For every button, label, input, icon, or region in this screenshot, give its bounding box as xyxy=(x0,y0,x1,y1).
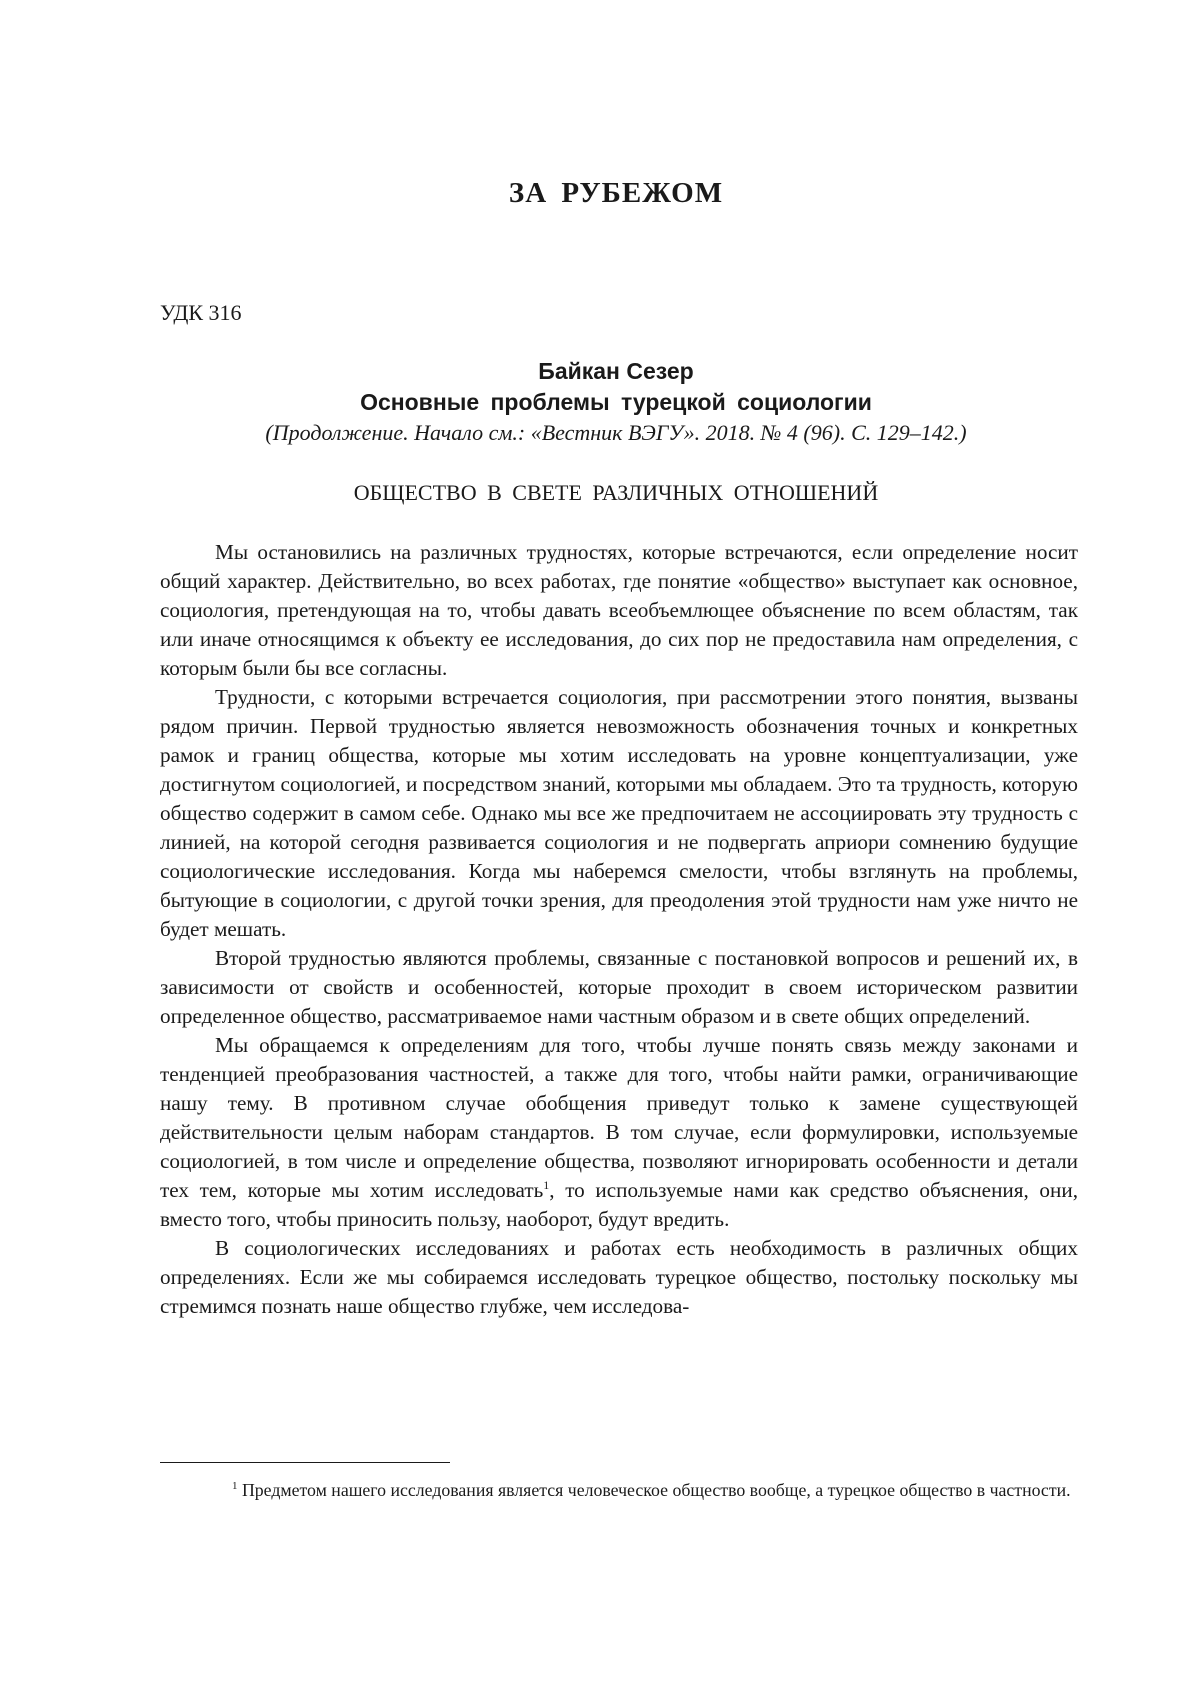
paragraph-4 xyxy=(160,1031,1078,1234)
footnote-text: Предметом нашего исследования является человеческое общество вообще, а турецкое общество в частности. xyxy=(237,1480,1071,1500)
udc-code: УДК 316 xyxy=(160,300,242,325)
footnote xyxy=(160,1479,1078,1502)
paragraph-4-text-b: , то используемые нами как средство объяснения, они, вместо того, чтобы приносить пользу, наоборот, будут вредить. xyxy=(160,1178,1078,1231)
section-title: ЗА РУБЕЖОМ xyxy=(508,177,724,209)
footnote-reference[interactable]: 1 xyxy=(543,1177,550,1192)
paragraph-3: Второй трудностью являются проблемы, связанные с постановкой вопросов и решений их, в зависимости от свойств и особенностей, которые проходит в своем историческом развитии определенное общество, рассматриваемое нами частным образом и в свете общих определений. xyxy=(160,946,1078,1028)
article-title: Основные проблемы турецкой социологии xyxy=(360,389,872,415)
article-author: Байкан Сезер xyxy=(538,358,694,384)
continuation-note: (Продолжение. Начало см.: «Вестник ВЭГУ». 2018. № 4 (96). С. 129–142.) xyxy=(265,420,967,445)
paragraph-5: В социологических исследованиях и работах есть необходимость в различных общих определениях. Если же мы собираемся исследовать турецкое общество, постольку поскольку мы стремимся познать наше общество глубже, чем исследова- xyxy=(160,1236,1078,1318)
paragraph-2: Трудности, с которыми встречается социология, при рассмотрении этого понятия, вызваны рядом причин. Первой трудностью является невозможность обозначения точных и конкретных рамок и границ общества, которые мы хотим исследовать на уровне концептуализации, уже достигнутом социологией, и посредством знаний, которыми мы обладаем. Это та трудность, которую общество содержит в самом себе. Однако мы все же предпочитаем не ассоциировать эту трудность с линией, на которой сегодня развивается социология и не подвергать априори сомнению будущие социологические исследования. Когда мы наберемся смелости, чтобы взглянуть на проблемы, бытующие в социологии, с другой точки зрения, для преодоления этой трудности нам уже ничто не будет мешать. xyxy=(160,685,1078,941)
footnote-marker: 1 xyxy=(232,1480,238,1493)
article-body xyxy=(160,538,1078,1321)
section-subheading: ОБЩЕСТВО В СВЕТЕ РАЗЛИЧНЫХ ОТНОШЕНИЙ xyxy=(353,480,879,505)
paragraph-1: Мы остановились на различных трудностях, которые встречаются, если определение носит общий характер. Действительно, во всех работах, где понятие «общество» выступает как основное, социология, претендующая на то, чтобы давать всеобъемлющее объяснение по всем областям, так или иначе относящимся к объекту ее исследования, до сих пор не предоставила нам определения, с которым были бы все согласны. xyxy=(160,540,1078,680)
footnote-divider xyxy=(160,1462,450,1463)
paragraph-4-text-a: Мы обращаемся к определениям для того, чтобы лучше понять связь между законами и тенденцией преобразования частностей, а также для того, чтобы найти рамки, ограничивающие нашу тему. В противном случае обобщения приведут только к замене существующей действительности целым наборам стандартов. В том случае, если формулировки, используемые социологией, в том числе и определение общества, позволяют игнорировать особенности и детали тех тем, которые мы хотим исследовать xyxy=(160,1033,1078,1202)
